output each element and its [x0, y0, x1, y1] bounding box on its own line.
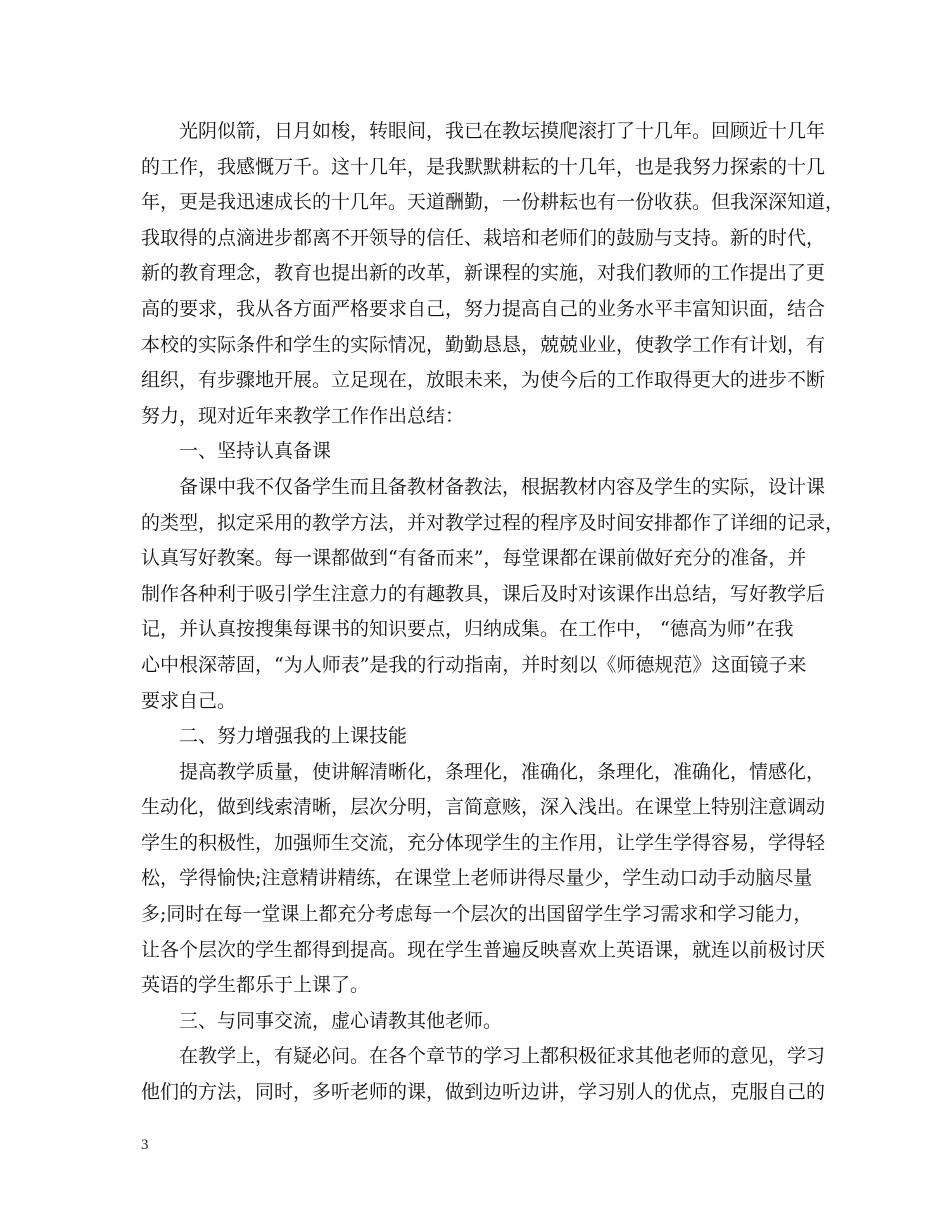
text-line: 一、坚持认真备课 [179, 440, 332, 463]
text-line: 年，更是我迅速成长的十几年。天道酬勤，一份耕耘也有一份收获。但我深深知道， [141, 191, 845, 214]
text-line: 在教学上，有疑必问。在各个章节的学习上都积极征求其他老师的意见，学习 [179, 1045, 826, 1068]
text-line: 新的教育理念，教育也提出新的改革，新课程的实施，对我们教师的工作提出了更 [141, 262, 826, 285]
text-line: 二、努力增强我的上课技能 [179, 725, 408, 748]
text-line: 认真写好教案。每一课都做到“有备而来”，每堂课都在课前做好充分的准备，并 [141, 547, 807, 570]
text-line: 多;同时在每一堂课上都充分考虑每一个层次的出国留学生学习需求和学习能力， [141, 903, 813, 926]
text-line: 组织，有步骤地开展。立足现在，放眼未来，为使今后的工作取得更大的进步不断 [141, 369, 826, 392]
text-line: 松，学得愉快;注意精讲精练，在课堂上老师讲得尽量少，学生动口动手动脑尽量 [141, 867, 813, 890]
text-line: 英语的学生都乐于上课了。 [141, 974, 370, 997]
text-line: 的类型，拟定采用的教学方法，并对教学过程的程序及时间安排都作了详细的记录， [141, 511, 845, 534]
page-number: 3 [141, 1137, 149, 1153]
text-line: 生动化，做到线索清晰，层次分明，言简意赅，深入浅出。在课堂上特别注意调动 [141, 796, 826, 819]
text-line: 的工作，我感慨万千。这十几年，是我默默耕耘的十几年，也是我努力探索的十几 [141, 155, 826, 178]
text-line: 制作各种利于吸引学生注意力的有趣教具，课后及时对该课作出总结，写好教学后 [141, 582, 826, 605]
text-line: 记，并认真按搜集每课书的知识要点，归纳成集。在工作中， “德高为师”在我 [141, 618, 794, 641]
text-line: 努力，现对近年来教学工作作出总结： [141, 404, 465, 427]
text-line: 三、与同事交流，虚心请教其他老师。 [179, 1009, 503, 1032]
text-line: 光阴似箭，日月如梭，转眼间，我已在教坛摸爬滚打了十几年。回顾近十几年 [179, 120, 826, 142]
text-line: 心中根深蒂固，“为人师表”是我的行动指南，并时刻以《师德规范》这面镜子来 [141, 653, 807, 676]
text-line: 让各个层次的学生都得到提高。现在学生普遍反映喜欢上英语课，就连以前极讨厌 [141, 938, 826, 961]
text-line: 备课中我不仅备学生而且备教材备教法，根据教材内容及学生的实际，设计课 [179, 475, 826, 498]
text-line: 学生的积极性，加强师生交流，充分体现学生的主作用，让学生学得容易，学得轻 [141, 831, 826, 854]
text-line: 要求自己。 [141, 689, 237, 712]
text-line: 我取得的点滴进步都离不开领导的信任、栽培和老师们的鼓励与支持。新的时代， [141, 226, 826, 249]
text-line: 高的要求，我从各方面严格要求自己，努力提高自己的业务水平丰富知识面，结合 [141, 297, 826, 320]
text-line: 提高教学质量，使讲解清晰化，条理化，准确化，条理化，准确化，情感化， [179, 760, 826, 783]
text-line: 他们的方法，同时，多听老师的课，做到边听边讲，学习别人的优点，克服自己的 [141, 1081, 826, 1104]
text-line: 本校的实际条件和学生的实际情况，勤勤恳恳，兢兢业业，使教学工作有计划，有 [141, 333, 826, 356]
document-body [141, 114, 845, 1111]
